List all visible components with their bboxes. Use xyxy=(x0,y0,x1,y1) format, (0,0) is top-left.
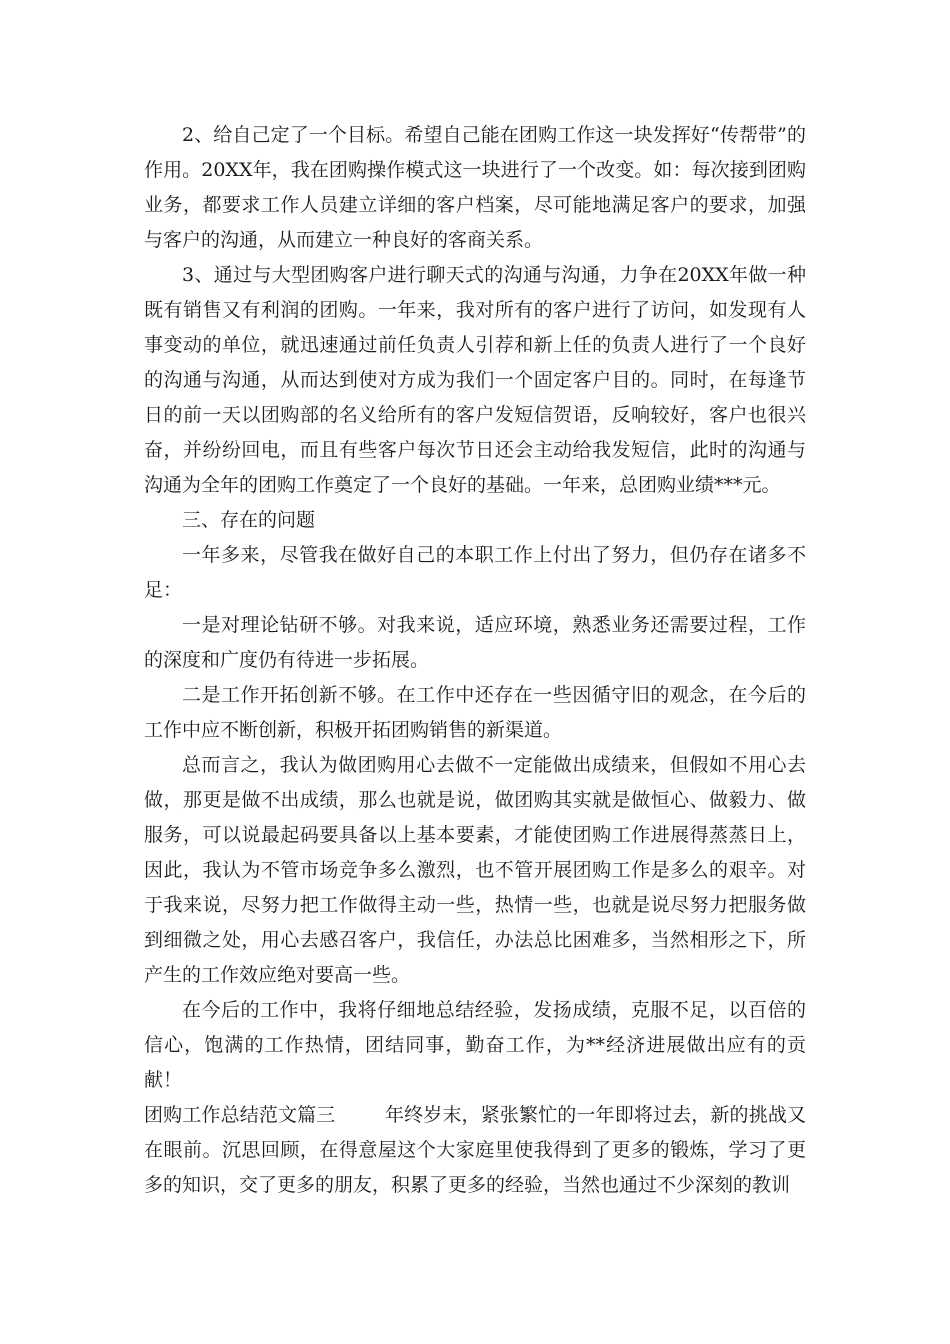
paragraph-innovation: 二是工作开拓创新不够。在工作中还存在一些因循守旧的观念，在今后的工作中应不断创新，积极开拓团购销售的新渠道。 xyxy=(144,684,806,741)
paragraph-summary: 总而言之，我认为做团购用心去做不一定能做出成绩来，但假如不用心去做，那更是做不出成绩，那么也就是说，做团购其实就是做恒心、做毅力、做服务，可以说最起码要具备以上基本要素，才能使团购工作进展得蒸蒸日上，因此，我认为不管市场竞争多么激烈，也不管开展团购工作是多么的艰辛。对于我来说，尽努力把工作做得主动一些，热情一些，也就是说尽努力把服务做到细微之处，用心去感召客户，我信任，办法总比困难多，当然相形之下，所产生的工作效应绝对要高一些。 xyxy=(144,754,806,986)
section-title: 团购工作总结范文篇三 xyxy=(144,1104,336,1126)
paragraph-shortcomings: 一年多来，尽管我在做好自己的本职工作上付出了努力，但仍存在诸多不足： xyxy=(144,544,806,601)
paragraph-future: 在今后的工作中，我将仔细地总结经验，发扬成绩，克服不足，以百倍的信心，饱满的工作热情，团结同事，勤奋工作，为**经济进展做出应有的贡献！ xyxy=(144,999,806,1091)
section-heading-problems: 三、存在的问题 xyxy=(182,509,316,531)
document-body xyxy=(144,118,806,1203)
paragraph-part-three xyxy=(144,1098,806,1203)
paragraph-theory: 一是对理论钻研不够。对我来说，适应环境，熟悉业务还需要过程，工作的深度和广度仍有待进一步拓展。 xyxy=(144,614,806,671)
paragraph-communication: 3、通过与大型团购客户进行聊天式的沟通与沟通，力争在20XX年做一种既有销售又有利润的团购。一年来，我对所有的客户进行了访问，如发现有人事变动的单位，就迅速通过前任负责人引荐和新上任的负责人进行了一个良好的沟通与沟通，从而达到使对方成为我们一个固定客户目的。同时，在每逢节日的前一天以团购部的名义给所有的客户发短信贺语，反响较好，客户也很兴奋，并纷纷回电，而且有些客户每次节日还会主动给我发短信，此时的沟通与沟通为全年的团购工作奠定了一个良好的基础。一年来，总团购业绩***元。 xyxy=(144,264,806,496)
paragraph-goal: 2、给自己定了一个目标。希望自己能在团购工作这一块发挥好“传帮带”的作用。20XX年，我在团购操作模式这一块进行了一个改变。如：每次接到团购业务，都要求工作人员建立详细的客户档案，尽可能地满足客户的要求，加强与客户的沟通，从而建立一种良好的客商关系。 xyxy=(144,124,806,251)
final-paragraph-text: 年终岁末，紧张繁忙的一年即将过去，新的挑战又在眼前。沉思回顾，在得意屋这个大家庭里使我得到了更多的锻炼，学习了更多的知识，交了更多的朋友，积累了更多的经验，当然也通过不少深刻的教训 xyxy=(144,1104,806,1196)
